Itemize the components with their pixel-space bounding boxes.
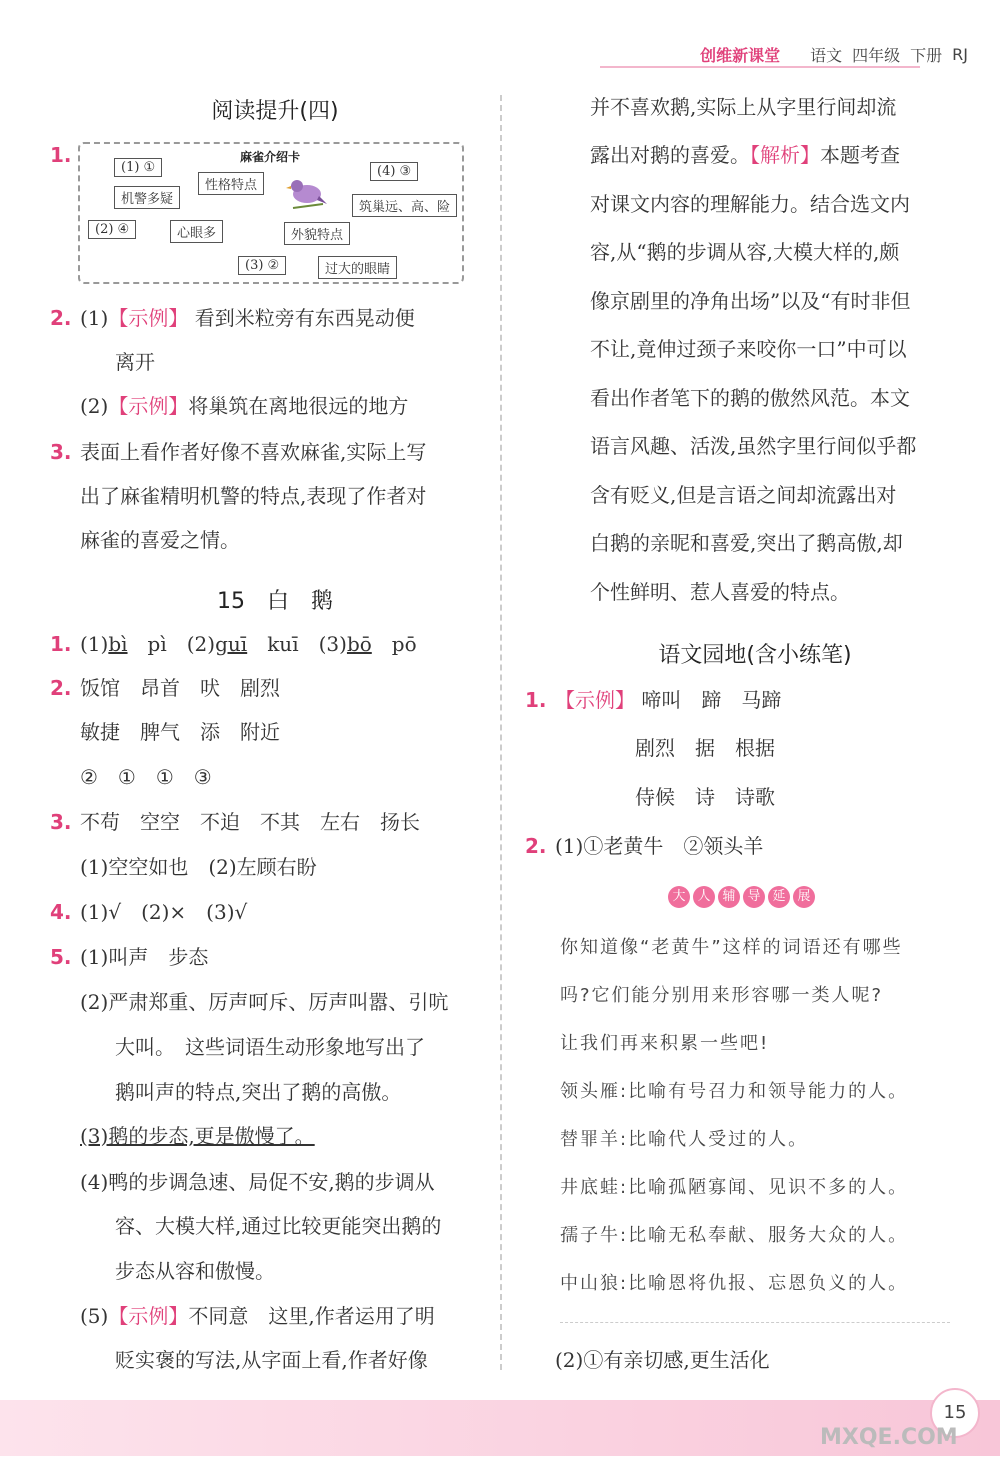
card-box: (3) ② bbox=[238, 256, 286, 275]
right-line11: 个性鲜明、惹人喜爱的特点。 bbox=[590, 580, 850, 604]
right-line8: 语言风趣、活泼,虽然字里行间似乎都 bbox=[590, 434, 917, 458]
guide-divider bbox=[560, 1322, 950, 1323]
card-box: 机警多疑 bbox=[114, 186, 180, 209]
guide-line5: 替罪羊:比喻代人受过的人。 bbox=[560, 1129, 809, 1150]
parent-guide-banner bbox=[668, 886, 818, 908]
right-line10: 白鹅的亲昵和喜爱,突出了鹅高傲,却 bbox=[590, 531, 903, 555]
g1-line3: 侍候 诗 诗歌 bbox=[635, 785, 775, 809]
q3-line1: 3. 表面上看作者好像不喜欢麻雀,实际上写 bbox=[50, 440, 427, 464]
guide-line6: 井底蛙:比喻孤陋寡闻、见识不多的人。 bbox=[560, 1177, 909, 1198]
q2-line3: (2)【示例】将巢筑在离地很远的地方 bbox=[80, 394, 409, 418]
p5-line7: 容、大模大样,通过比较更能突出鹅的 bbox=[115, 1214, 442, 1238]
guide-line2: 吗?它们能分别用来形容哪一类人呢? bbox=[560, 985, 884, 1006]
g2-line1: 2. (1)①老黄牛 ②领头羊 bbox=[525, 834, 764, 858]
p2-line3: ② ① ① ③ bbox=[80, 765, 212, 789]
q2-line1: 2. (1)【示例】 看到米粒旁有东西晃动便 bbox=[50, 306, 415, 330]
right-line4: 容,从“鹅的步调从容,大模大样的,颇 bbox=[590, 240, 900, 264]
p2-line2: 敏捷 脾气 添 附近 bbox=[80, 720, 280, 744]
p4-line: 4. (1)√ (2)× (3)√ bbox=[50, 900, 248, 924]
sparrow-card bbox=[78, 142, 464, 284]
p5-line3: 大叫。 这些词语生动形象地写出了 bbox=[115, 1035, 425, 1059]
p5-line4: 鹅叫声的特点,突出了鹅的高傲。 bbox=[115, 1080, 402, 1104]
right-line5: 像京剧里的净角出场”以及“有时非但 bbox=[590, 289, 911, 313]
grade: 四年级 bbox=[852, 45, 901, 65]
p3-line2: (1)空空如也 (2)左顾右盼 bbox=[80, 855, 317, 879]
p5-line8: 步态从容和傲慢。 bbox=[115, 1259, 275, 1283]
card-box: 外貌特点 bbox=[284, 222, 350, 245]
guide-line3: 让我们再来积累一些吧! bbox=[560, 1033, 770, 1054]
guide-line8: 中山狼:比喻恩将仇报、忘恩负义的人。 bbox=[560, 1273, 909, 1294]
term: 下册 bbox=[910, 45, 943, 65]
right-line7: 看出作者笔下的鹅的傲然风范。本文 bbox=[590, 386, 910, 410]
card-title: 麻雀介绍卡 bbox=[240, 150, 301, 164]
card-box: (2) ④ bbox=[88, 220, 136, 239]
subject: 语文 bbox=[810, 45, 843, 65]
sparrow-icon bbox=[285, 170, 329, 214]
header-rule bbox=[600, 66, 920, 68]
card-box: 性格特点 bbox=[198, 172, 264, 195]
g1-line1: 1. 【示例】 啼叫 蹄 马蹄 bbox=[525, 688, 782, 712]
guide-line7: 孺子牛:比喻无私奉献、服务大众的人。 bbox=[560, 1225, 909, 1246]
p5-line2: (2)严肃郑重、厉声呵斥、厉声叫嚣、引吭 bbox=[80, 990, 449, 1014]
card-box: (4) ③ bbox=[370, 162, 418, 181]
q1-number: 1. bbox=[50, 143, 72, 167]
card-box: (1) ① bbox=[114, 158, 162, 177]
banner-char: 展 bbox=[793, 886, 815, 908]
section-title-reading: 阅读提升(四) bbox=[211, 99, 339, 124]
section-title-white-goose: 15 白 鹅 bbox=[217, 589, 333, 614]
right-line9: 含有贬义,但是言语之间却流露出对 bbox=[590, 483, 897, 507]
p5-line6: (4)鸭的步调急速、局促不安,鹅的步调从 bbox=[80, 1170, 435, 1194]
g1-line2: 剧烈 据 根据 bbox=[635, 736, 775, 760]
right-line6: 不让,竟伸过颈子来咬你一口”中可以 bbox=[590, 337, 907, 361]
q2-line2: 离开 bbox=[115, 350, 155, 374]
banner-char: 辅 bbox=[718, 886, 740, 908]
p5-line1: 5. (1)叫声 步态 bbox=[50, 945, 209, 969]
edition: RJ bbox=[952, 44, 968, 64]
section-title-garden: 语文园地(含小练笔) bbox=[658, 643, 852, 668]
q3-line2: 出了麻雀精明机警的特点,表现了作者对 bbox=[80, 484, 427, 508]
g2-line2: (2)①有亲切感,更生活化 bbox=[555, 1348, 770, 1372]
banner-char: 大 bbox=[668, 886, 690, 908]
p2-line1: 2. 饭馆 昂首 吠 剧烈 bbox=[50, 676, 280, 700]
card-box: 心眼多 bbox=[170, 220, 223, 243]
watermark: MXQE.COM bbox=[820, 1425, 958, 1450]
p5-line10: 贬实褒的写法,从字面上看,作者好像 bbox=[115, 1348, 428, 1372]
banner-char: 导 bbox=[743, 886, 765, 908]
right-line3: 对课文内容的理解能力。结合选文内 bbox=[590, 192, 910, 216]
guide-line4: 领头雁:比喻有号召力和领导能力的人。 bbox=[560, 1081, 909, 1102]
p1-line: 1. (1)bì pì (2)guī kuī (3)bō pō bbox=[50, 632, 417, 656]
column-divider bbox=[500, 95, 502, 1370]
banner-char: 延 bbox=[768, 886, 790, 908]
right-line1: 并不喜欢鹅,实际上从字里行间却流 bbox=[590, 95, 897, 119]
p5-line5: (3)鹅的步态,更是傲慢了。 bbox=[80, 1124, 315, 1148]
brand: 创维新课堂 bbox=[700, 45, 781, 65]
banner-char: 人 bbox=[693, 886, 715, 908]
card-box: 筑巢远、高、险 bbox=[352, 194, 457, 217]
p5-line9: (5)【示例】不同意 这里,作者运用了明 bbox=[80, 1304, 435, 1328]
right-line2: 露出对鹅的喜爱。【解析】本题考查 bbox=[590, 143, 900, 167]
card-box: 过大的眼睛 bbox=[318, 256, 397, 279]
guide-line1: 你知道像“老黄牛”这样的词语还有哪些 bbox=[560, 937, 903, 958]
p3-line1: 3. 不苟 空空 不迫 不其 左右 扬长 bbox=[50, 810, 420, 834]
page-number: 15 bbox=[930, 1388, 980, 1438]
q3-line3: 麻雀的喜爱之情。 bbox=[80, 528, 240, 552]
